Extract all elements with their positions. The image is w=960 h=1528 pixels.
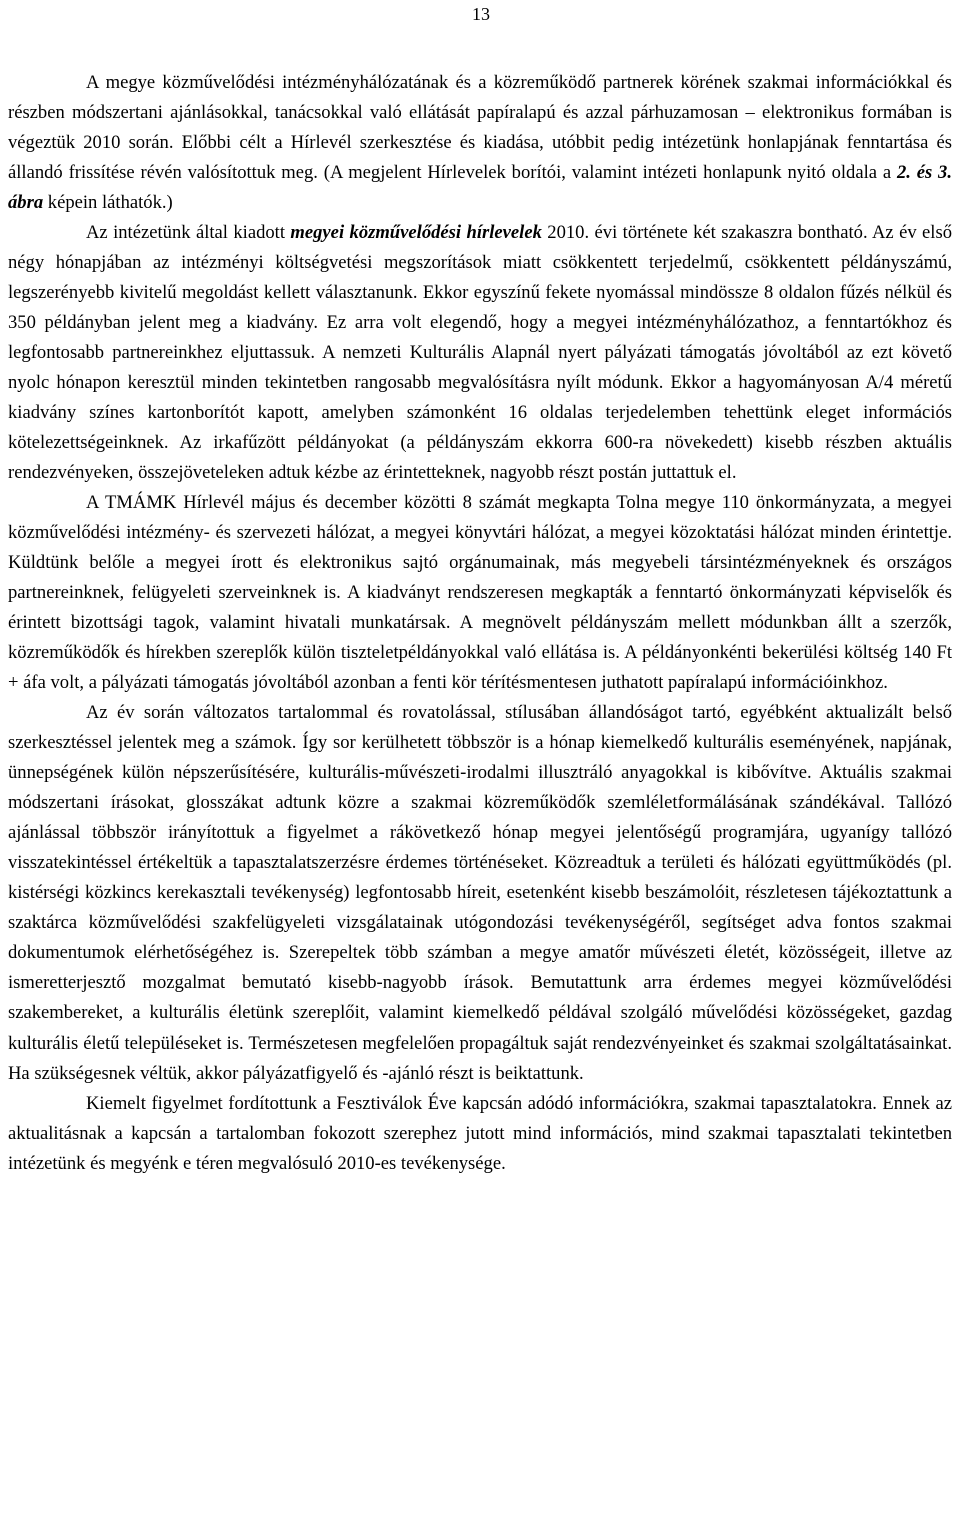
paragraph-newsletter-history xyxy=(8,218,952,488)
figure-reference: 2. és 3. ábra xyxy=(8,162,952,214)
newsletter-name: megyei közművelődési hírlevelek xyxy=(290,222,542,244)
document-body xyxy=(8,68,952,1179)
page-number: 13 xyxy=(472,4,490,24)
paragraph-content-structure: Az év során változatos tartalommal és rovatolással, stílusában állandóságot tartó, egyébként aktualizált belső szerkesztéssel jelentek meg a számok. Így sor kerülhetett többször is a hónap kiemelkedő kulturális eseményének, napjának, ünnepségének külön népszerűsítésére, kulturális-művészeti-irodalmi illusztráló anyagokkal is kibővítve. Aktuális szakmai módszertani írásokat, glosszákat adtunk közre a szakmai közreműködők szemléletformálásának szándékával. Tallózó ajánlással többször irányítottuk a figyelmet a rákövetkező hónap megyei jelentőségű programjára, ugyanígy tallózó visszatekintéssel értékeltük a tapasztalatszerzésre érdemes történéseket. Közreadtuk a területi és hálózati együttműködés (pl. kistérségi közkincs kerekasztali tevékenység) legfontosabb híreit, esetenként kisebb beszámolóit, részletesen tájékoztattunk a szaktárca közművelődési szakfelügyeleti vizsgálatainak utógondozási tevékenységéről, segítséget adva fontos szakmai dokumentumok elérhetőségéhez is. Szerepeltek több számban a megye amatőr művészeti életét, közösségeit, illetve az ismeretterjesztő mozgalmat bemutató kisebb-nagyobb írások. Bemutattunk arra érdemes megyei közművelődési szakembereket, a kulturális életünk szereplőit, valamint kiemelkedő példával szolgáló művelődési közösségeket, gazdag kulturális életű településeket is. Természetesen megfelelően propagáltuk saját rendezvényeinket és szakmai szolgáltatásainkat. Ha szükségesnek véltük, akkor pályázatfigyelő és -ajánló részt is beiktattunk. xyxy=(8,702,952,1084)
paragraph-information-services xyxy=(8,68,952,218)
paragraph-festival-year: Kiemelt figyelmet fordítottunk a Fesztiválok Éve kapcsán adódó információkra, szakmai tapasztalatokra. Ennek az aktualitásnak a kapcsán a tartalomban fokozott szerephez jutott mind információs, mind szakmai tapasztalati tekintetben intézetünk és megyénk e téren megvalósuló 2010-es tevékenysége. xyxy=(8,1092,952,1174)
paragraph-text: 2010. évi története két szakaszra bontható. Az év első négy hónapjában az intézményi költségvetési megszorítások miatt csökkentett terjedelmű, csökkentett példányszámú, legszerényebb kivitelű megoldást kellett választanunk. Ekkor egyszínű fekete nyomással mindössze 8 oldalon fűzés nélkül és 350 példányban jelent meg a kiadvány. Ez arra volt elegendő, hogy a megyei intézményhálózathoz, a fenntartókhoz és legfontosabb partnereinkhez eljuttassuk. A nemzeti Kulturális Alapnál nyert pályázati támogatás jóvoltából az ezt követő nyolc hónapon keresztül minden tekintetben rangosabb megvalósításra nyílt módunk. Ekkor a hagyományosan A/4 méretű kiadvány színes kartonborítót kapott, amelyben számonként 16 oldalas terjedelemben tehettünk eleget információs kötelezettségeinknek. Az irkafűzött példányokat (a példányszám ekkorra 600-ra növekedett) kisebb részben aktuális rendezvényeken, összejöveteleken adtuk kézbe az érintetteknek, nagyobb részt postán juttattuk el. xyxy=(8,222,952,484)
paragraph-text: Az intézetünk által kiadott xyxy=(86,222,291,244)
paragraph-text: képein láthatók.) xyxy=(43,192,173,214)
paragraph-distribution: A TMÁMK Hírlevél május és december közötti 8 számát megkapta Tolna megye 110 önkormányzata, a megyei közművelődési intézmény- és szervezeti hálózat, a megyei könyvtári hálózat, a megyei közoktatási hálózat minden érintettje. Küldtünk belőle a megyei írott és elektronikus sajtó orgánumainak, más megyebeli társintézményeknek és országos partnereinknek, felügyeleti szerveinknek is. A kiadványt rendszeresen megkapták a fenntartó önkormányzati képviselők és érintett bizottsági tagok, valamint hivatali munkatársak. A megnövelt példányszám mellett módunkban állt a szerzők, közreműködők és hírekben szereplők külön tiszteletpéldányokkal való ellátása is. A példányonkénti bekerülési költség 140 Ft + áfa volt, a pályázati támogatás jóvoltából azonban a fenti kör térítésmentesen juthatott papíralapú információinkhoz. xyxy=(8,492,952,694)
paragraph-text: A megye közművelődési intézményhálózatának és a közreműködő partnerek körének szakmai információkkal és részben módszertani ajánlásokkal, tanácsokkal való ellátását papíralapú és azzal párhuzamosan – elektronikus formában is végeztük 2010 során. Előbbi célt a Hírlevél szerkesztése és kiadása, utóbbit pedig intézetünk honlapjának fenntartása és állandó frissítése révén valósítottuk meg. (A megjelent Hírlevelek borítói, valamint intézeti honlapunk nyitó oldala a xyxy=(8,72,952,184)
